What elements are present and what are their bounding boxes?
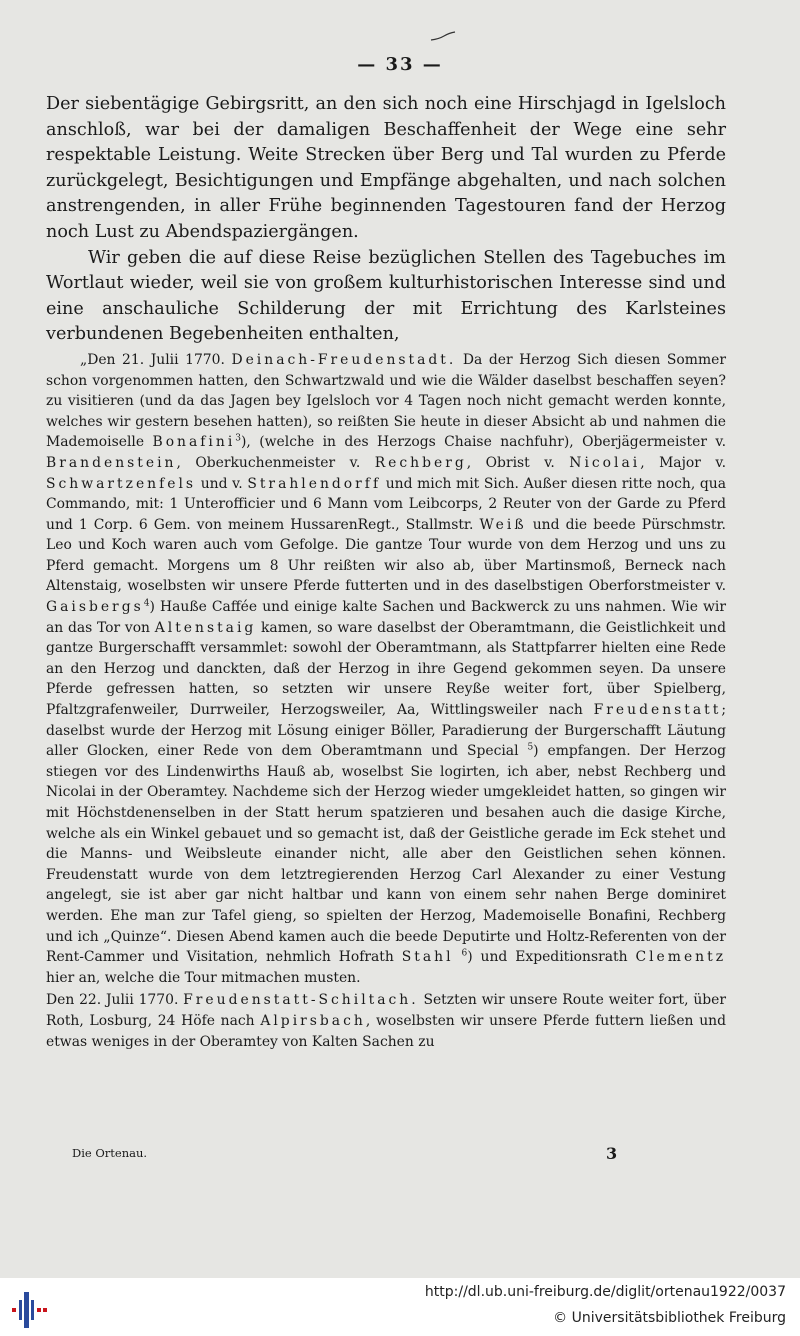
place-freudenstatt: Freudenstatt (593, 702, 722, 719)
intro-paragraph-1: Der siebentägige Gebirgsritt, an den sich noch eine Hirschjagd in Igelsloch anschloß, war bei der damaligen Beschaffenheit der Wege eine sehr respektable Leistung. Weite Strecken über Berg und Tal wurden zu Pferde zurückgelegt, Besichtigungen und Empfänge abgehalten, und nach solchen anstrengenden, in aller Frühe beginnenden Tagestouren fand der Herzog noch Lust zu Abendspaziergängen. (46, 94, 726, 242)
text-segment: ; daselbst wurde der Herzog mit Lösung einiger Böller, Paradierung der Burgerschafft Läutung aller Glocken, einer Rede von dem Oberamtmann und Special (46, 702, 726, 760)
text-segment: hier an, welche die Tour mitmachen musten. (46, 969, 361, 986)
text-segment: , Major v. (640, 454, 726, 471)
name-weiss: Weiß (479, 516, 527, 533)
text-segment: , (welche in des Herzogs Chaise nachfuhr), Oberjägermeister v. (246, 434, 726, 451)
diary-quote (46, 350, 726, 1052)
text-segment: kamen, so ware daselbst der Oberamtmann, die Geistlichkeit und gantze Burgerschafft versammlet: sowohl der Oberamtmann, als Stattpfarrer hielten eine Rede an den Herzog und danckten, daß der Herzog in ihre Gegend gekommen seyen. Da unsere Pferde gefressen hatten, so setzten wir unsere Reyße weiter fort, über Spielberg, Pfaltzgrafenweiler, Durrweiler, Herzogsweiler, Aa, Wittlingsweiler nach (46, 619, 727, 719)
footnote-ref-4: 4 (143, 598, 150, 609)
source-url-link[interactable]: http://dl.ub.uni-freiburg.de/diglit/ortenau1922/0037 (424, 1284, 786, 1300)
entry-date: Den 22. Julii 1770. (46, 992, 179, 1009)
pencil-mark (430, 30, 456, 42)
text-segment: ) Hauße Caffée und einige kalte Sachen und Backwerck zu uns nahmen. Wie wir an das Tor von (46, 599, 726, 636)
copyright-notice: © Universitätsbibliothek Freiburg (553, 1310, 786, 1326)
name-bonafini: Bonafini (152, 434, 236, 451)
body-text (46, 92, 726, 1052)
name-rechberg: Rechberg (374, 454, 467, 471)
name-nicolai: Nicolai (569, 454, 641, 471)
name-stahl: Stahl (401, 949, 454, 966)
name-gaisberg: Gaisbergs (46, 599, 144, 616)
text-segment: Da der Herzog Sich diesen Sommer schon vorgenommen hatten, den Schwartzwald und wie die Wälder daselbst beschaffen seyen? zu visitieren (und da das Jagen bey Igelsloch vor 4 Tagen noch nicht gemacht werden konnte, welches wir gestern besehen hatten), so reißten Sie heute in dieser Absicht ab und nahmen die Mademoiselle (46, 351, 726, 451)
text-segment: , Oberkuchenmeister v. (176, 454, 361, 471)
name-brandenstein: Brandenstein (46, 454, 177, 471)
intro-paragraph-2: Wir geben die auf diese Reise bezüglichen Stellen des Tagebuches im Wortlaut wieder, weil sie von großem kulturhistorischen Interesse sind und eine anschauliche Schilderung der mit Errichtung des Karlsteines verbundenen Begebenheiten enthalten, (46, 247, 726, 345)
place-alpirsbach: Alpirsbach (260, 1012, 366, 1029)
text-segment: , woselbsten wir unsere Pferde futtern ließen und etwas weniges in der Oberamtey von Kalten Sachen zu (46, 1012, 726, 1050)
footnote-ref-3: 3 (235, 433, 241, 444)
entry-date: „Den 21. Julii 1770. (80, 351, 225, 368)
diary-entry-july-21: „Den 21. Julii 1770. Deinach-Freudenstadt. Da der Herzog Sich diesen Sommer schon vorgenommen hatten, den Schwartzwald und wie die Wälder daselbst beschaffen seyen? zu visitieren (und da das Jagen bey Igelsloch vor 4 Tagen noch nicht gemacht werden konnte, welches wir gestern besehen hatten), so reißten Sie heute in dieser Absicht ab und nahmen die Mademoiselle Bonafini$^3$), (welche in des Herzogs Chaise nachfuhr), Oberjägermeister v. Brandenstein, Oberkuchenmeister v. Rechberg, Obrist v. Nicolai, Major v. Schwartzenfels und v. Strahlendorff und mich mit Sich. Außer diesen ritte noch, qua Commando, mit: 1 Unterofficier und 6 Mann vom Leibcorps, 2 Reuter von der Garde zu Pferd und 1 Corp. 6 Gem. von meinem HussarenRegt., Stallmstr. Weiß und die beede Pürschmstr. Leo und Koch waren auch vom Gefolge. Die gantze Tour wurde von dem Herzog und uns zu Pferd gemacht. Morgens um 8 Uhr reißten wir also ab, über Martinsmoß, Berneck nach Altenstaig, woselbsten wir unsere Pferde futterten und in des daselbstigen Oberforstmeister v. Gaisbergs$^4$) Hauße Caffée und einige kalte Sachen und Backwerck zu uns nahmen. Wie wir an das Tor von Altenstaig kamen, so ware daselbst der Oberamtmann, die Geistlichkeit und gantze Burgerschafft versammlet: sowohl der Oberamtmann, als Stattpfarrer hielten eine Rede an den Herzog und danckten, daß der Herzog in ihre Gegend gekommen seyen. Da unsere Pferde gefressen hatten, so setzten wir unsere Reyße weiter fort, über Spielberg, Pfaltzgrafenweiler, Durrweiler, Herzogsweiler, Aa, Wittlingsweiler nach Freudenstatt; daselbst wurde der Herzog mit Lösung einiger Böller, Paradierung der Burgerschafft Läutung aller Glocken, einer Rede von dem Oberamtmann und Special $^5$) empfangen. Der Herzog stiegen vor des Lindenwirths Hauß ab, woselbst Sie logirten, ich aber, nebst Rechberg und Nicolai in der Oberamtey. Nachdeme sich der Herzog wieder umgekleidet hatten, so gingen wir mit Höchstdenenselben in der Statt herum spatzieren und besahen auch die dasige Kirche, welche als ein Winkel gebauet und so gemacht ist, daß der Geistliche gerade im Eck stehet und die Manns- und Weibsleute einander nicht, alle aber den Geistlichen sehen können. Freudenstatt wurde von dem letztregierenden Herzog Carl Alexander zu einer Vestung angelegt, sie ist aber gar nicht haltbar und kann von einem sehr nahen Berge dominiret werden. Ehe man zur Tafel gieng, so spielten der Herzog, Mademoiselle Bonafini, Rechberg und ich „Quinze“. Diesen Abend kamen auch die beede Deputirte und Holtz-Referenten von der Rent-Cammer und Visitation, nehmlich Hofrath Stahl $^6$) und Expeditionsrath Clementz hier an, welche die Tour mitmachen musten. (46, 351, 727, 986)
page-number: — 33 — (357, 54, 443, 75)
footnote-ref-5: 5 (527, 742, 534, 753)
text-segment: , Obrist v. (466, 454, 555, 471)
footnote-ref-6: 6 (461, 948, 468, 959)
intro (46, 92, 726, 348)
text-segment: und mich mit Sich. Außer diesen ritte noch, qua Commando, mit: 1 Unterofficier und 6 Mann vom Leibcorps, 2 Reuter von der Garde zu Pferd und 1 Corp. 6 Gem. von meinem HussarenRegt., Stallmstr. (46, 475, 727, 533)
footer-signature: 3 (606, 1144, 618, 1163)
text-segment: ) und Expeditionsrath (467, 949, 628, 966)
entry-route: Deinach-Freudenstadt. (231, 351, 457, 368)
diary-entry-july-22 (46, 990, 726, 1052)
footer-source: Die Ortenau. (72, 1146, 148, 1160)
entry-route: Freudenstatt-Schiltach. (183, 992, 419, 1009)
text-segment: ) empfangen. Der Herzog stiegen vor des Lindenwirths Hauß ab, woselbst Sie logirten, ich aber, nebst Rechberg und Nicolai in der Oberamtey. Nachdeme sich der Herzog wieder umgekleidet hatten, so gingen wir mit Höchstdenenselben in der Statt herum spatzieren und besahen auch die dasige Kirche, welche als ein Winkel gebauet und so gemacht ist, daß der Geistliche gerade im Eck stehet und die Manns- und Weibsleute einander nicht, alle aber den Geistlichen sehen können. Freudenstatt wurde von dem letztregierenden Herzog Carl Alexander zu einer Vestung angelegt, sie ist aber gar nicht haltbar und kann von einem sehr nahen Berge dominiret werden. Ehe man zur Tafel gieng, so spielten der Herzog, Mademoiselle Bonafini, Rechberg und ich „Quinze“. Diesen Abend kamen auch die beede Deputirte und Holtz-Referenten von der Rent-Cammer und Visitation, nehmlich Hofrath (46, 743, 726, 966)
library-logo-icon (10, 1290, 50, 1330)
text-segment: und die beede Pürschmstr. Leo und Koch waren auch vom Gefolge. Die gantze Tour wurde von dem Herzog und uns zu Pferd gemacht. Morgens um 8 Uhr reißten wir also ab, über Martinsmoß, Berneck nach Altenstaig, woselbsten wir unsere Pferde futterten und in des daselbstigen Oberforstmeister v. (46, 516, 726, 595)
name-clementz: Clementz (635, 949, 727, 966)
name-schwartzenfels: Schwartzenfels (46, 475, 197, 492)
text-segment: und v. (200, 475, 243, 492)
text-segment: Setzten wir unsere Route weiter fort, über Roth, Losburg, 24 Höfe nach (46, 992, 727, 1029)
place-altenstaig: Altenstaig (154, 619, 257, 636)
name-strahlendorff: Strahlendorff (247, 475, 382, 492)
